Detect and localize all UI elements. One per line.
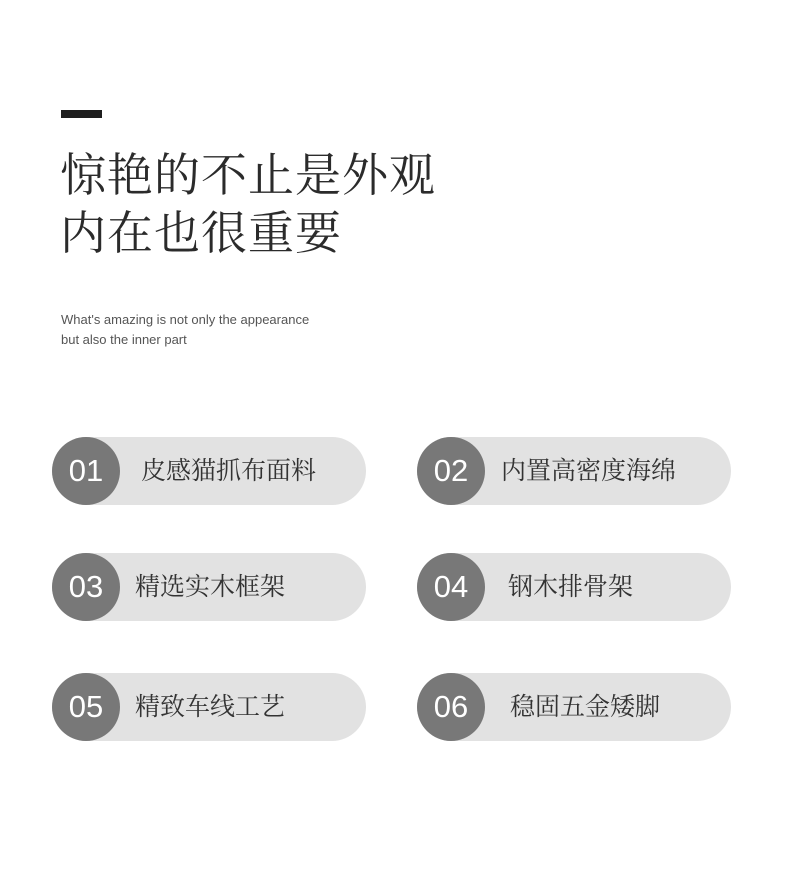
headline-line-1: 惊艳的不止是外观 (60, 148, 436, 202)
feature-label: 内置高密度海绵 (501, 456, 677, 485)
feature-label: 稳固五金矮脚 (510, 692, 661, 721)
feature-item-01 (52, 437, 366, 505)
subtitle-line-2: but also the inner part (61, 332, 187, 347)
feature-item-04 (417, 553, 731, 621)
headline-line-2: 内在也很重要 (60, 206, 342, 260)
feature-number-badge: 06 (417, 673, 485, 741)
feature-number-badge: 01 (52, 437, 120, 505)
feature-label: 精选实木框架 (135, 572, 286, 601)
feature-label: 钢木排骨架 (508, 572, 634, 601)
feature-number-badge: 03 (52, 553, 120, 621)
feature-item-05 (52, 673, 366, 741)
feature-item-03 (52, 553, 366, 621)
subtitle-line-1: What's amazing is not only the appearance (61, 312, 310, 327)
accent-bar (61, 110, 102, 118)
feature-label: 皮感猫抓布面料 (141, 456, 317, 485)
headline (60, 146, 436, 262)
feature-label: 精致车线工艺 (135, 692, 286, 721)
subtitle (61, 310, 309, 350)
feature-number-badge: 05 (52, 673, 120, 741)
feature-number-badge: 02 (417, 437, 485, 505)
feature-item-02 (417, 437, 731, 505)
feature-number-badge: 04 (417, 553, 485, 621)
feature-item-06 (417, 673, 731, 741)
